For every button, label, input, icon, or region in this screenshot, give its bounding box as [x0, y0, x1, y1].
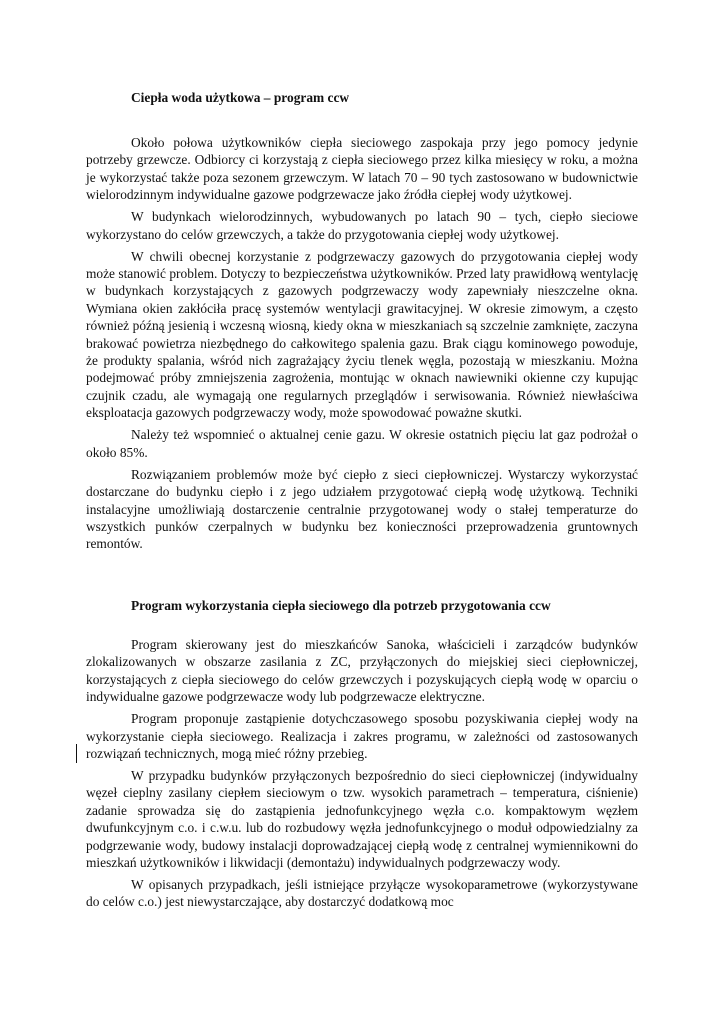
paragraph: Około połowa użytkowników ciepła sieciowego zaspokaja przy jego pomocy jedynie potrzeby grzewcze. Odbiorcy ci korzystają z ciepła sieciowego przez kilka miesięcy w roku, a można je wykorzystać także poza sezonem grzewczym. W latach 70 – 90 tych zastosowano w budownictwie wielorodzinnym indywidualne gazowe podgrzewacze jako źródła ciepłej wody użytkowej. — [86, 135, 638, 203]
paragraph: Program proponuje zastąpienie dotychczasowego sposobu pozyskiwania ciepłej wody na wykorzystanie ciepła sieciowego. Realizacja i zakres programu, w zależności od zastosowanych rozwiązań technicznych, mogą mieć różny przebieg. — [86, 711, 638, 762]
paragraph: W chwili obecnej korzystanie z podgrzewaczy gazowych do przygotowania ciepłej wody może stanowić problem. Dotyczy to bezpieczeństwa użytkowników. Przed laty prawidłową wentylację w budynkach korzystających z gazowych podgrzewaczy wody zapewniały nieszczelne okna. Wymiana okien zakłóciła pracę systemów wentylacji grawitacyjnej. W okresie zimowym, a często również późną jesienią i wczesną wiosną, kiedy okna w mieszkaniach są szczelnie zamknięte, zaczyna brakować powietrza niezbędnego do całkowitego spalenia gazu. Brak ciągu kominowego powoduje, że produkty spalania, wśród nich zagrażający życiu tlenek węgla, pozostają w mieszkaniu. Można podejmować próby zmniejszenia zagrożenia, montując w oknach nawiewniki okienne czy kupując czujnik czadu, ale wymagają one regularnych przeglądów i serwisowania. Również niewłaściwa eksploatacja gazowych podgrzewaczy wody, może spowodować poważne skutki. — [86, 248, 638, 421]
section-heading-heat-program: Program wykorzystania ciepła sieciowego dla potrzeb przygotowania ccw — [131, 598, 551, 613]
paragraph: Należy też wspomnieć o aktualnej cenie gazu. W okresie ostatnich pięciu lat gaz podrożał o około 85%. — [86, 427, 638, 460]
section-body-heat-program — [86, 636, 638, 911]
paragraph: Program skierowany jest do mieszkańców Sanoka, właścicieli i zarządców budynków zlokalizowanych w obszarze zasilania z ZC, przyłączonych do miejskiej sieci ciepłowniczej, korzystających z ciepła sieciowego do celów grzewczych i pozyskujących ciepłą wodę w oparciu o indywidualne gazowe podgrzewacze wody lub podgrzewacze elektryczne. — [86, 637, 638, 705]
paragraph: W opisanych przypadkach, jeśli istniejące przyłącze wysokoparametrowe (wykorzystywane do celów c.o.) jest niewystarczające, aby dostarczyć dodatkową moc — [86, 877, 638, 910]
section-heading-domestic-hot-water: Ciepła woda użytkowa – program ccw — [131, 90, 350, 105]
revision-change-bar — [76, 744, 77, 763]
paragraph: W budynkach wielorodzinnych, wybudowanych po latach 90 – tych, ciepło sieciowe wykorzystano do celów grzewczych, a także do przygotowania ciepłej wody użytkowej. — [86, 209, 638, 242]
section-body-domestic-hot-water — [86, 134, 638, 553]
paragraph: Rozwiązaniem problemów może być ciepło z sieci ciepłowniczej. Wystarczy wykorzystać dostarczane do budynku ciepło i z jego udziałem przygotować ciepłą wodę użytkową. Techniki instalacyjne umożliwiają dostarczenie centralnie przygotowanej wody o stałej temperaturze do wszystkich punków czerpalnych w budynku bez konieczności przeprowadzenia gruntownych remontów. — [86, 466, 638, 552]
paragraph: W przypadku budynków przyłączonych bezpośrednio do sieci ciepłowniczej (indywidualny węzeł cieplny zasilany ciepłem sieciowym o tzw. wysokich parametrach – temperatura, ciśnienie) zadanie sprowadza się do zastąpienia jednofunkcyjnego węzła c.o. kompaktowym węzłem dwufunkcyjnym c.o. i c.w.u. lub do rozbudowy węzła jednofunkcyjnego o moduł odpowiedzialny za podgrzewanie wody, budowy instalacji doprowadzającej ciepłą wodę z centralnej wymiennikowni do mieszkań użytkowników i likwidacji (demontażu) indywidualnych podgrzewaczy wody. — [86, 768, 638, 871]
